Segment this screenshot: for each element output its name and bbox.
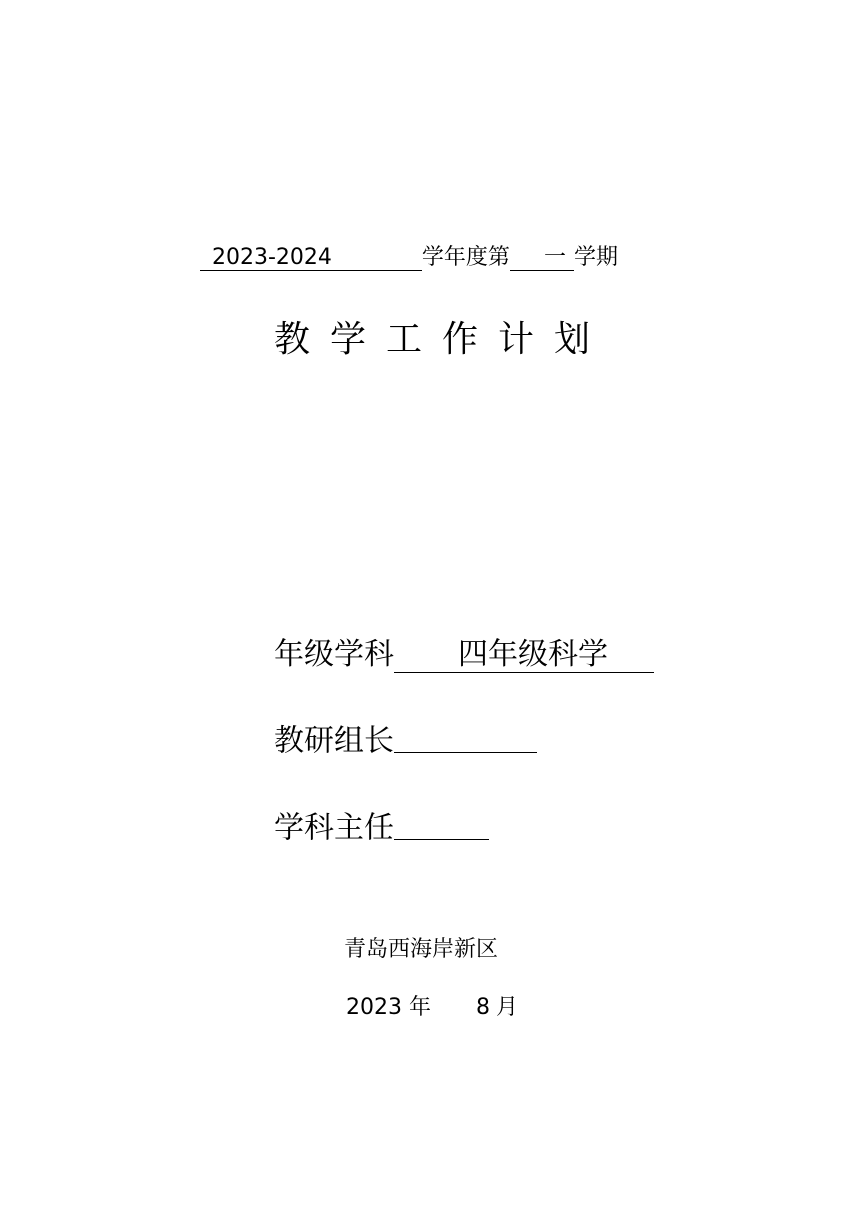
year-range-field: 2023-2024: [200, 246, 422, 271]
research-leader-row: [274, 721, 537, 761]
organization-name: 青岛西海岸新区: [344, 937, 499, 962]
date-month-unit: 月: [496, 995, 519, 1020]
grade-subject-row: [274, 636, 654, 674]
date-month: 8: [476, 995, 491, 1020]
subject-director-label: 学科主任: [274, 810, 394, 846]
term-number-field: 一: [510, 246, 574, 271]
subject-director-field: [394, 810, 489, 840]
year-suffix: 学年度第: [421, 245, 510, 270]
subject-director-row: [274, 808, 489, 848]
term-suffix: 学期: [573, 245, 618, 270]
date-year-unit: 年: [409, 995, 432, 1020]
date-line: [346, 994, 518, 1022]
research-leader-field: [394, 723, 537, 753]
page-title: 教学工作计划: [274, 319, 611, 360]
academic-year-line: [200, 244, 618, 272]
research-leader-label: 教研组长: [274, 723, 394, 759]
grade-subject-label: 年级学科: [274, 637, 394, 672]
grade-subject-field: 四年级科学: [394, 639, 654, 673]
date-year: 2023: [346, 995, 402, 1020]
